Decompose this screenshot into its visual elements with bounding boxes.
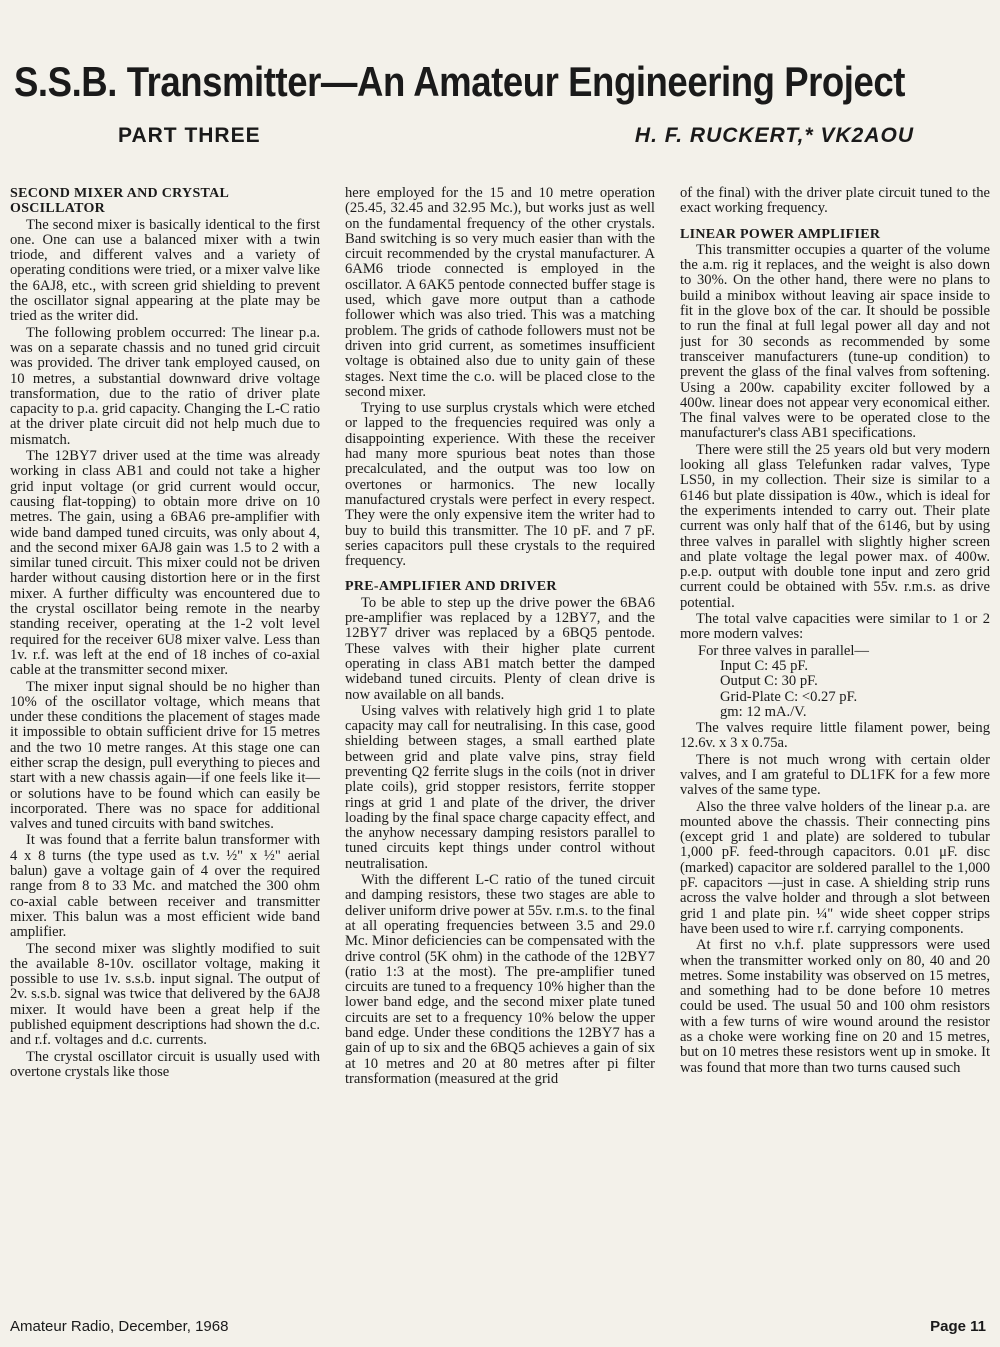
paragraph: There is not much wrong with certain older valves, and I am grateful to DL1FK for a few more valves of the same type.: [680, 751, 990, 799]
publication-footer: Amateur Radio, December, 1968: [10, 1318, 229, 1335]
section-heading-pre-amplifier: PRE-AMPLIFIER AND DRIVER: [345, 579, 557, 595]
spec-item: Input C: 45 pF.: [720, 657, 809, 674]
section-heading-second-mixer: SECOND MIXER AND CRYSTAL OSCILLATOR: [10, 186, 229, 217]
spec-item: Output C: 30 pF.: [720, 673, 818, 690]
spec-heading: For three valves in parallel—: [698, 642, 870, 659]
paragraph: It was found that a ferrite balun transformer with 4 x 8 turns (the type used as t.v. ½" x ½" aerial balun) gave a voltage gain of 4 over the required range from 8 to 33 Mc. and matched the 300 ohm co-axial cable between receiver and transmitter mixer. This balun was a most efficient wide band amplifier.: [10, 832, 320, 941]
paragraph: The total valve capacities were similar to 1 or 2 more modern valves:: [680, 611, 990, 643]
column-3: [680, 186, 990, 1308]
paragraph: Also the three valve holders of the linear p.a. are mounted above the chassis. Their connecting pins (except grid 1 and plate) are soldered to tubular 1,000 pF. feed-through capacitors. 0.01 μF. disc (marked) capacitor are soldered parallel to the 1,000 pF. capacitors —just in case. A shielding strip runs across the valve holder and through a slot between grid 1 and plate pin. ¼" wide sheet copper strips have been used to wire r.f. carrying components.: [680, 798, 990, 937]
section-heading-linear-pa: LINEAR POWER AMPLIFIER: [680, 226, 881, 242]
paragraph: To be able to step up the drive power the 6BA6 pre-amplifier was replaced by a 12BY7, and the 12BY7 driver was replaced by a 6BQ5 pentode. These valves with their higher plate current operating in class AB1 match better the damped wideband tuned circuits. Plenty of clean drive is now available on all bands.: [345, 594, 655, 703]
page-number: Page 11: [930, 1318, 986, 1335]
spec-item: gm: 12 mA./V.: [720, 703, 807, 720]
column-2: [345, 186, 655, 1308]
paragraph: Trying to use surplus crystals which were etched or lapped to the frequencies required was only a disappointing experience. With these the receiver had many more spurious beat notes than those precalculated, and the output was too low on overtones or harmonics. The new locally manufactured crystals were perfect in every respect. They were the only expensive item the writer had to buy to build this transmitter. The 10 pF. and 7 pF. series capacitors pull these crystals to the required frequency.: [345, 400, 655, 570]
paragraph: here employed for the 15 and 10 metre operation (25.45, 32.45 and 32.95 Mc.), but works just as well on the fundamental frequency of the other crystals. Band switching is so very much easier than with the circuit recommended by the crystal manufacturer. A 6AM6 triode connected is employed in the oscillator. A 6AK5 pentode connected buffer stage is used, which gave more output than a cathode follower which was also tried. This was a matching problem. The grids of cathode followers must not be driven into grid current, as sometimes insufficient voltage is obtained also due to unity gain of these stages. Next time the c.o. will be placed close to the second mixer.: [345, 186, 655, 400]
paragraph: The mixer input signal should be no higher than 10% of the oscillator voltage, which means that under these conditions the placement of stages made it impossible to obtain sufficient drive for 15 metres and the two 10 metre ranges. At this stage one can either scrap the design, pull everything to pieces and start with a new chassis again—if one feels like it—or solutions have to be found which can easily be incorporated. There was no space for additional valves and tuned circuits with band switches.: [10, 678, 320, 833]
paragraph: The second mixer was slightly modified to suit the available 8-10v. oscillator voltage, making it possible to use 1v. s.s.b. input signal. The output of 2v. s.s.b. signal was twice that delivered by the 6AJ8 mixer. It would have been a great help if the published equipment descriptions had shown the d.c. and r.f. voltages and d.c. currents.: [10, 940, 320, 1049]
paragraph: This transmitter occupies a quarter of the volume the a.m. rig it replaces, and the weight is also down to 30%. On the other hand, there were no plans to build a minibox without leaving air space inside to fit in the glove box of the car. It should be possible to run the final at full legal power all day and not just for 30 seconds as recommended by some transceiver manufacturers (tune-up condition) to prevent the glass of the final valves from softening. Using a 200w. capability exciter followed by a 400w. linear does not appear very economical either. The final valves were to be operated close to the manufacturer's class AB1 specifications.: [680, 241, 990, 442]
paragraph: of the final) with the driver plate circuit tuned to the exact working frequency.: [680, 186, 990, 217]
paragraph: The crystal oscillator circuit is usually used with overtone crystals like those: [10, 1048, 320, 1080]
part-label: PART THREE: [118, 124, 261, 147]
column-1: [10, 186, 320, 1308]
paragraph: There were still the 25 years old but very modern looking all glass Telefunken radar valves, Type LS50, in my collection. Their size is similar to a 6146 but plate dissipation is 40w., which is ideal for the experiments intended to carry out. Their plate current was only half that of the 6146, but by using three valves in parallel with slightly higher screen and plate voltage the legal power max. of 400w. p.e.p. output with double tone input and zero grid current could be obtained with 55v. r.m.s. as drive potential.: [680, 441, 990, 611]
paragraph: Using valves with relatively high grid 1 to plate capacity may call for neutralising. In this case, good shielding between stages, a small earthed plate between grid and plate valve pins, stray field preventing Q2 ferrite slugs in the coils (not in driver plate coils), grid stopper resistors, ferrite stopper rings at grid 1 and plate of the driver, the driver loading by the final space charge capacity effect, and the anyhow necessary damping resistors parallel to tuned circuits kept things under control without neutralisation.: [345, 702, 655, 872]
paragraph: The 12BY7 driver used at the time was already working in class AB1 and could not take a higher grid input voltage (or grid current would occur, causing flat-topping) to obtain more drive on 10 metres. The gain, using a 6BA6 pre-amplifier with wide band damped tuned circuits, was only about 4, and the second mixer 6AJ8 gain was 1.5 to 2 with a similar tuned circuit. This mixer could not be driven harder without causing distortion here or in the first mixer. A further difficulty was encountered due to the crystal oscillator being remote in the nearby standing receiver, operating at the 1-2 volt level required for the receiver 6U8 mixer valve. Less than 1v. r.f. was left at the end of 18 inches of co-axial cable at the transmitter second mixer.: [10, 448, 320, 679]
paragraph: The valves require little filament power, being 12.6v. x 3 x 0.75a.: [680, 720, 990, 752]
author-byline: H. F. RUCKERT,* VK2AOU: [634, 124, 914, 147]
paragraph: The second mixer is basically identical to the first one. One can use a balanced mixer with a twin triode, and different valves and a variety of operating conditions were tried, or a mixer valve like the 6AJ8, etc., with screen grid shielding to prevent the oscillator signal appearing at the plate may be tried as the writer did.: [10, 216, 320, 325]
paragraph: At first no v.h.f. plate suppressors were used when the transmitter worked only on 80, 40 and 20 metres. Some instability was observed on 15 metres, and something had to be done before 10 metres could be used. The usual 50 and 100 ohm resistors with a few turns of wire wound around the resistor as a choke were working fine on 20 and 15 metres, but on 10 metres these resistors went up in smoke. It was found that more than two turns caused such: [680, 937, 990, 1076]
valve-capacity-list: [680, 644, 990, 720]
article-title: S.S.B. Transmitter—An Amateur Engineering Project: [14, 58, 906, 105]
spec-item: Grid-Plate C: <0.27 pF.: [720, 688, 858, 705]
paragraph: With the different L-C ratio of the tuned circuit and damping resistors, these two stages are able to deliver uniform drive power at 55v. r.m.s. to the final at all operating frequencies between 3.5 and 29.0 Mc. Minor deficiencies can be compensated with the drive control (5K ohm) in the cathode of the 12BY7 (ratio 1:3 at the most). The pre-amplifier tuned circuits are tuned to a frequency 10% higher than the lower band edge, and the second mixer plate tuned circuits are set to a frequency 10% below the upper band edge. Under these conditions the 12BY7 has a gain of up to six and the 6BQ5 achieves a gain of six at 10 metres and 20 at 80 metres after pi filter transformation (measured at the grid: [345, 872, 655, 1087]
paragraph: The following problem occurred: The linear p.a. was on a separate chassis and no tuned grid circuit was provided. The driver tank employed caused, on 10 metres, a substantial downward drive voltage transformation, due to the ratio of driver plate capacity to p.a. grid capacity. Changing the L-C ratio at the driver plate circuit did not help much due to mismatch.: [10, 324, 320, 448]
